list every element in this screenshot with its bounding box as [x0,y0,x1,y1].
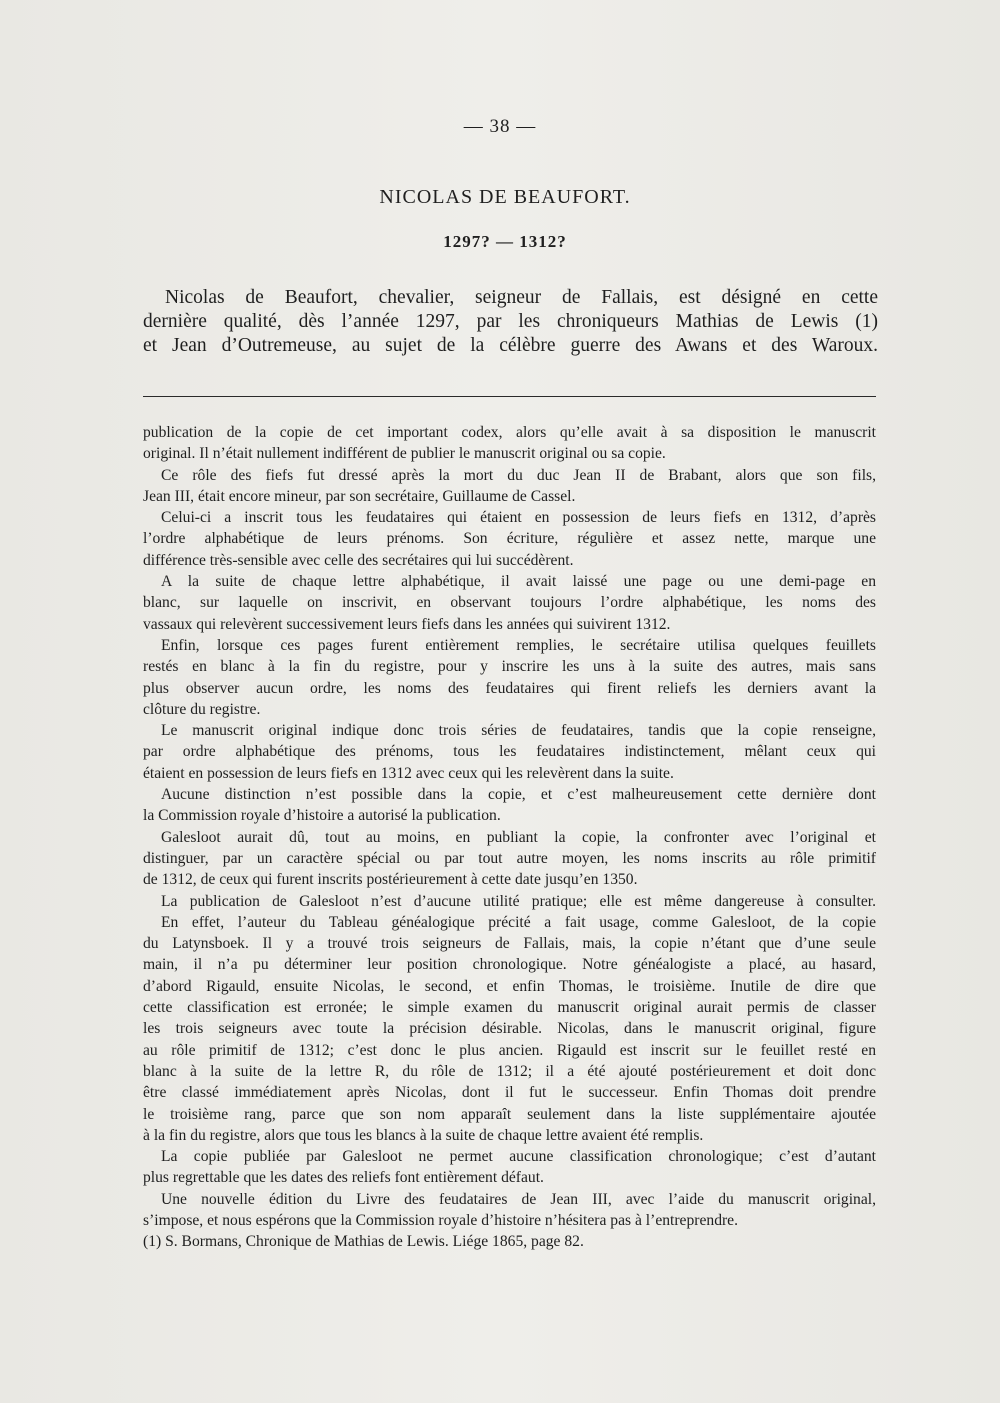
note-line: publication de la copie de cet important codex, alors qu’elle avait à sa disposition le manuscrit [143,424,876,441]
footnote-continuation [143,422,876,1253]
note-line: La copie publiée par Galesloot ne permet aucune classification chronologique; c’est d’autant [161,1148,876,1166]
note-line: vassaux qui relevèrent successivement leurs fiefs dans les années qui suivirent 1312. [143,615,671,633]
note-line: plus observer aucun ordre, les noms des feudataires qui firent reliefs les derniers avant la [143,679,876,697]
note-line: à la fin du registre, alors que tous les blancs à la suite de chaque lettre avaient été remplis. [143,1126,704,1144]
note-line: Enfin, lorsque ces pages furent entièrement remplies, le secrétaire utilisa quelques feuillets [161,636,876,654]
note-line: du Latynsboek. Il y a trouvé trois seigneurs de Fallais, mais, la copie n’étant que d’une seule [143,935,876,953]
intro-paragraph [143,286,878,358]
note-line: s’impose, et nous espérons que la Commission royale d’histoire n’hésitera pas à l’entreprendre. [143,1211,738,1229]
note-line: distinguer, par un caractère spécial ou par tout autre moyen, les noms inscrits au rôle primitif [143,849,876,867]
note-line: Une nouvelle édition du Livre des feudataires de Jean III, avec l’aide du manuscrit original, [161,1190,876,1208]
note-line: de 1312, de ceux qui furent inscrits postérieurement à cette date jusqu’en 1350. [143,871,638,889]
note-line: La publication de Galesloot n’est d’aucune utilité pratique; elle est même dangereuse à consulter. [161,892,876,910]
note-line: d’abord Rigauld, ensuite Nicolas, le second, et enfin Thomas, le troisième. Inutile de dire que [143,977,876,995]
note-line: cette classification est erronée; le simple examen du manuscrit original aurait permis de classer [143,999,876,1017]
footnote-separator-rule [143,396,876,397]
chapter-dates: 1297? — 1312? [443,232,567,251]
note-line: plus regrettable que les dates des reliefs font entièrement défaut. [143,1169,544,1187]
intro-line: Nicolas de Beaufort, chevalier, seigneur de Fallais, est désigné en cette [165,287,878,308]
note-line: main, il n’a pu déterminer leur position chronologique. Notre généalogiste a placé, au hasard, [143,956,876,974]
note-line: l’ordre alphabétique de leurs prénoms. Son écriture, régulière et assez nette, marque une [143,530,876,548]
note-line: les trois seigneurs avec toute la précision désirable. Nicolas, dans le manuscrit original, figure [143,1020,876,1038]
note-line: Aucune distinction n’est possible dans la copie, et c’est malheureusement cette dernière dont [161,786,876,804]
note-line: En effet, l’auteur du Tableau généalogique précité a fait usage, comme Galesloot, de la copie [161,913,876,931]
note-line: Le manuscrit original indique donc trois séries de feudataires, tandis que la copie renseigne, [161,722,876,740]
note-line: étaient en possession de leurs fiefs en 1312 avec ceux qui les relevèrent dans la suite. [143,764,674,782]
intro-line: dernière qualité, dès l’année 1297, par les chroniqueurs Mathias de Lewis (1) [143,311,878,332]
chapter-title: NICOLAS DE BEAUFORT. [379,186,631,208]
note-line: blanc, sur laquelle on inscrivit, en observant toujours l’ordre alphabétique, les noms des [143,594,876,612]
page-number: — 38 — [463,116,537,137]
footnote-reference: (1) S. Bormans, Chronique de Mathias de Lewis. Liége 1865, page 82. [143,1233,584,1251]
note-line: être classé immédiatement après Nicolas, dont il fut le successeur. Enfin Thomas doit prendre [143,1084,876,1102]
note-line: au rôle primitif de 1312; c’est donc le plus ancien. Rigauld est inscrit sur le feuillet resté en [143,1041,876,1059]
note-line: Galesloot aurait dû, tout au moins, en publiant la copie, la confronter avec l’original et [161,828,876,846]
note-line: différence très-sensible avec celle des secrétaires qui lui succédèrent. [143,551,574,569]
note-line: Ce rôle des fiefs fut dressé après la mort du duc Jean II de Brabant, alors que son fils, [161,466,876,484]
intro-line: et Jean d’Outremeuse, au sujet de la célèbre guerre des Awans et des Waroux. [143,335,878,356]
note-line: A la suite de chaque lettre alphabétique, il avait laissé une page ou une demi-page en [161,573,876,591]
note-line: original. Il n’était nullement indifférent de publier le manuscrit original ou sa copie. [143,445,666,463]
note-line: restés en blanc à la fin du registre, pour y inscrire les uns à la suite des autres, mais sans [143,658,876,676]
note-line: par ordre alphabétique des prénoms, tous les feudataires indistinctement, mêlant ceux qui [143,743,876,761]
note-line: la Commission royale d’histoire a autorisé la publication. [143,807,501,825]
note-line: le troisième rang, parce que son nom apparaît seulement dans la liste supplémentaire ajoutée [143,1105,876,1123]
note-line: Celui-ci a inscrit tous les feudataires qui étaient en possession de leurs fiefs en 1312, d’après [161,509,876,527]
note-line: clôture du registre. [143,700,261,718]
note-line: blanc à la suite de la lettre R, du rôle de 1312; il a été ajouté postérieurement et doit donc [143,1062,876,1080]
note-line: Jean III, était encore mineur, par son secrétaire, Guillaume de Cassel. [143,487,576,505]
